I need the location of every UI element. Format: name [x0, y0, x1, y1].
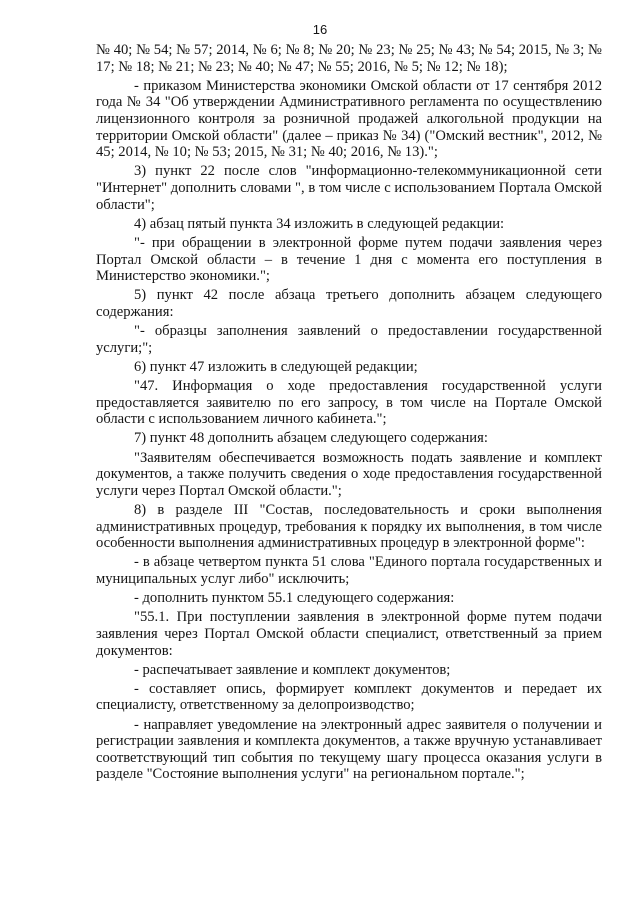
paragraph: № 40; № 54; № 57; 2014, № 6; № 8; № 20; № 23; № 25; № 43; № 54; 2015, № 3; № 17; № 18; № 21; № 23; № 40; № 47; № 55; 2016, № 5; № 12; № 18); — [96, 42, 602, 75]
page-number: 16 — [312, 22, 328, 37]
paragraph: 3) пункт 22 после слов "информационно-телекоммуникационной сети "Интернет" дополнить словами ", в том числе с использованием Портала Омской области"; — [96, 163, 602, 213]
paragraph: - в абзаце четвертом пункта 51 слова "Единого портала государственных и муниципальных услуг либо" исключить; — [96, 554, 602, 587]
paragraph: "55.1. При поступлении заявления в электронной форме путем подачи заявления через Портал Омской области специалист, ответственный за прием документов: — [96, 609, 602, 659]
paragraph: "- образцы заполнения заявлений о предоставлении государственной услуги;"; — [96, 323, 602, 356]
paragraph: 8) в разделе III "Состав, последовательность и сроки выполнения административных процедур, требования к порядку их выполнения, в том числе особенности выполнения административных процедур в электронной форме": — [96, 501, 602, 552]
paragraph: - направляет уведомление на электронный адрес заявителя о получении и регистрации заявления и комплекта документов, а также вручную устанавливает соответствующий тип события по текущему шагу процесса оказания услуги в разделе "Состояние выполнения услуги" на региональном портале."; — [96, 716, 602, 783]
paragraph: - составляет опись, формирует комплект документов и передает их специалисту, ответственному за делопроизводство; — [96, 680, 602, 714]
paragraph: 4) абзац пятый пункта 34 изложить в следующей редакции: — [134, 215, 505, 232]
paragraph: - дополнить пунктом 55.1 следующего содержания: — [134, 590, 455, 607]
paragraph: - распечатывает заявление и комплект документов; — [134, 661, 451, 678]
document-body — [96, 42, 602, 786]
paragraph: "Заявителям обеспечивается возможность подать заявление и комплект документов, а также получить сведения о ходе предоставления государственной услуги через Портал Омской области."; — [96, 449, 602, 499]
paragraph: "47. Информация о ходе предоставления государственной услуги предоставляется заявителю по его запросу, в том числе на Портале Омской области с использованием личного кабинета."; — [96, 378, 602, 428]
paragraph: "- при обращении в электронной форме путем подачи заявления через Портал Омской области – в течение 1 дня с момента его поступления в Министерство экономики."; — [96, 234, 602, 285]
paragraph: 6) пункт 47 изложить в следующей редакции; — [134, 358, 418, 375]
paragraph: 7) пункт 48 дополнить абзацем следующего содержания: — [134, 430, 488, 447]
paragraph: 5) пункт 42 после абзаца третьего дополнить абзацем следующего содержания: — [96, 287, 602, 320]
paragraph: - приказом Министерства экономики Омской области от 17 сентября 2012 года № 34 "Об утверждении Административного регламента по осуществлению лицензионного контроля за розничной продажей алкогольной продукции на территории Омской области" (далее – приказ № 34) ("Омский вестник", 2012, № 45; 2014, № 10; № 53; 2015, № 31; № 40; 2016, № 13)."; — [96, 77, 602, 161]
